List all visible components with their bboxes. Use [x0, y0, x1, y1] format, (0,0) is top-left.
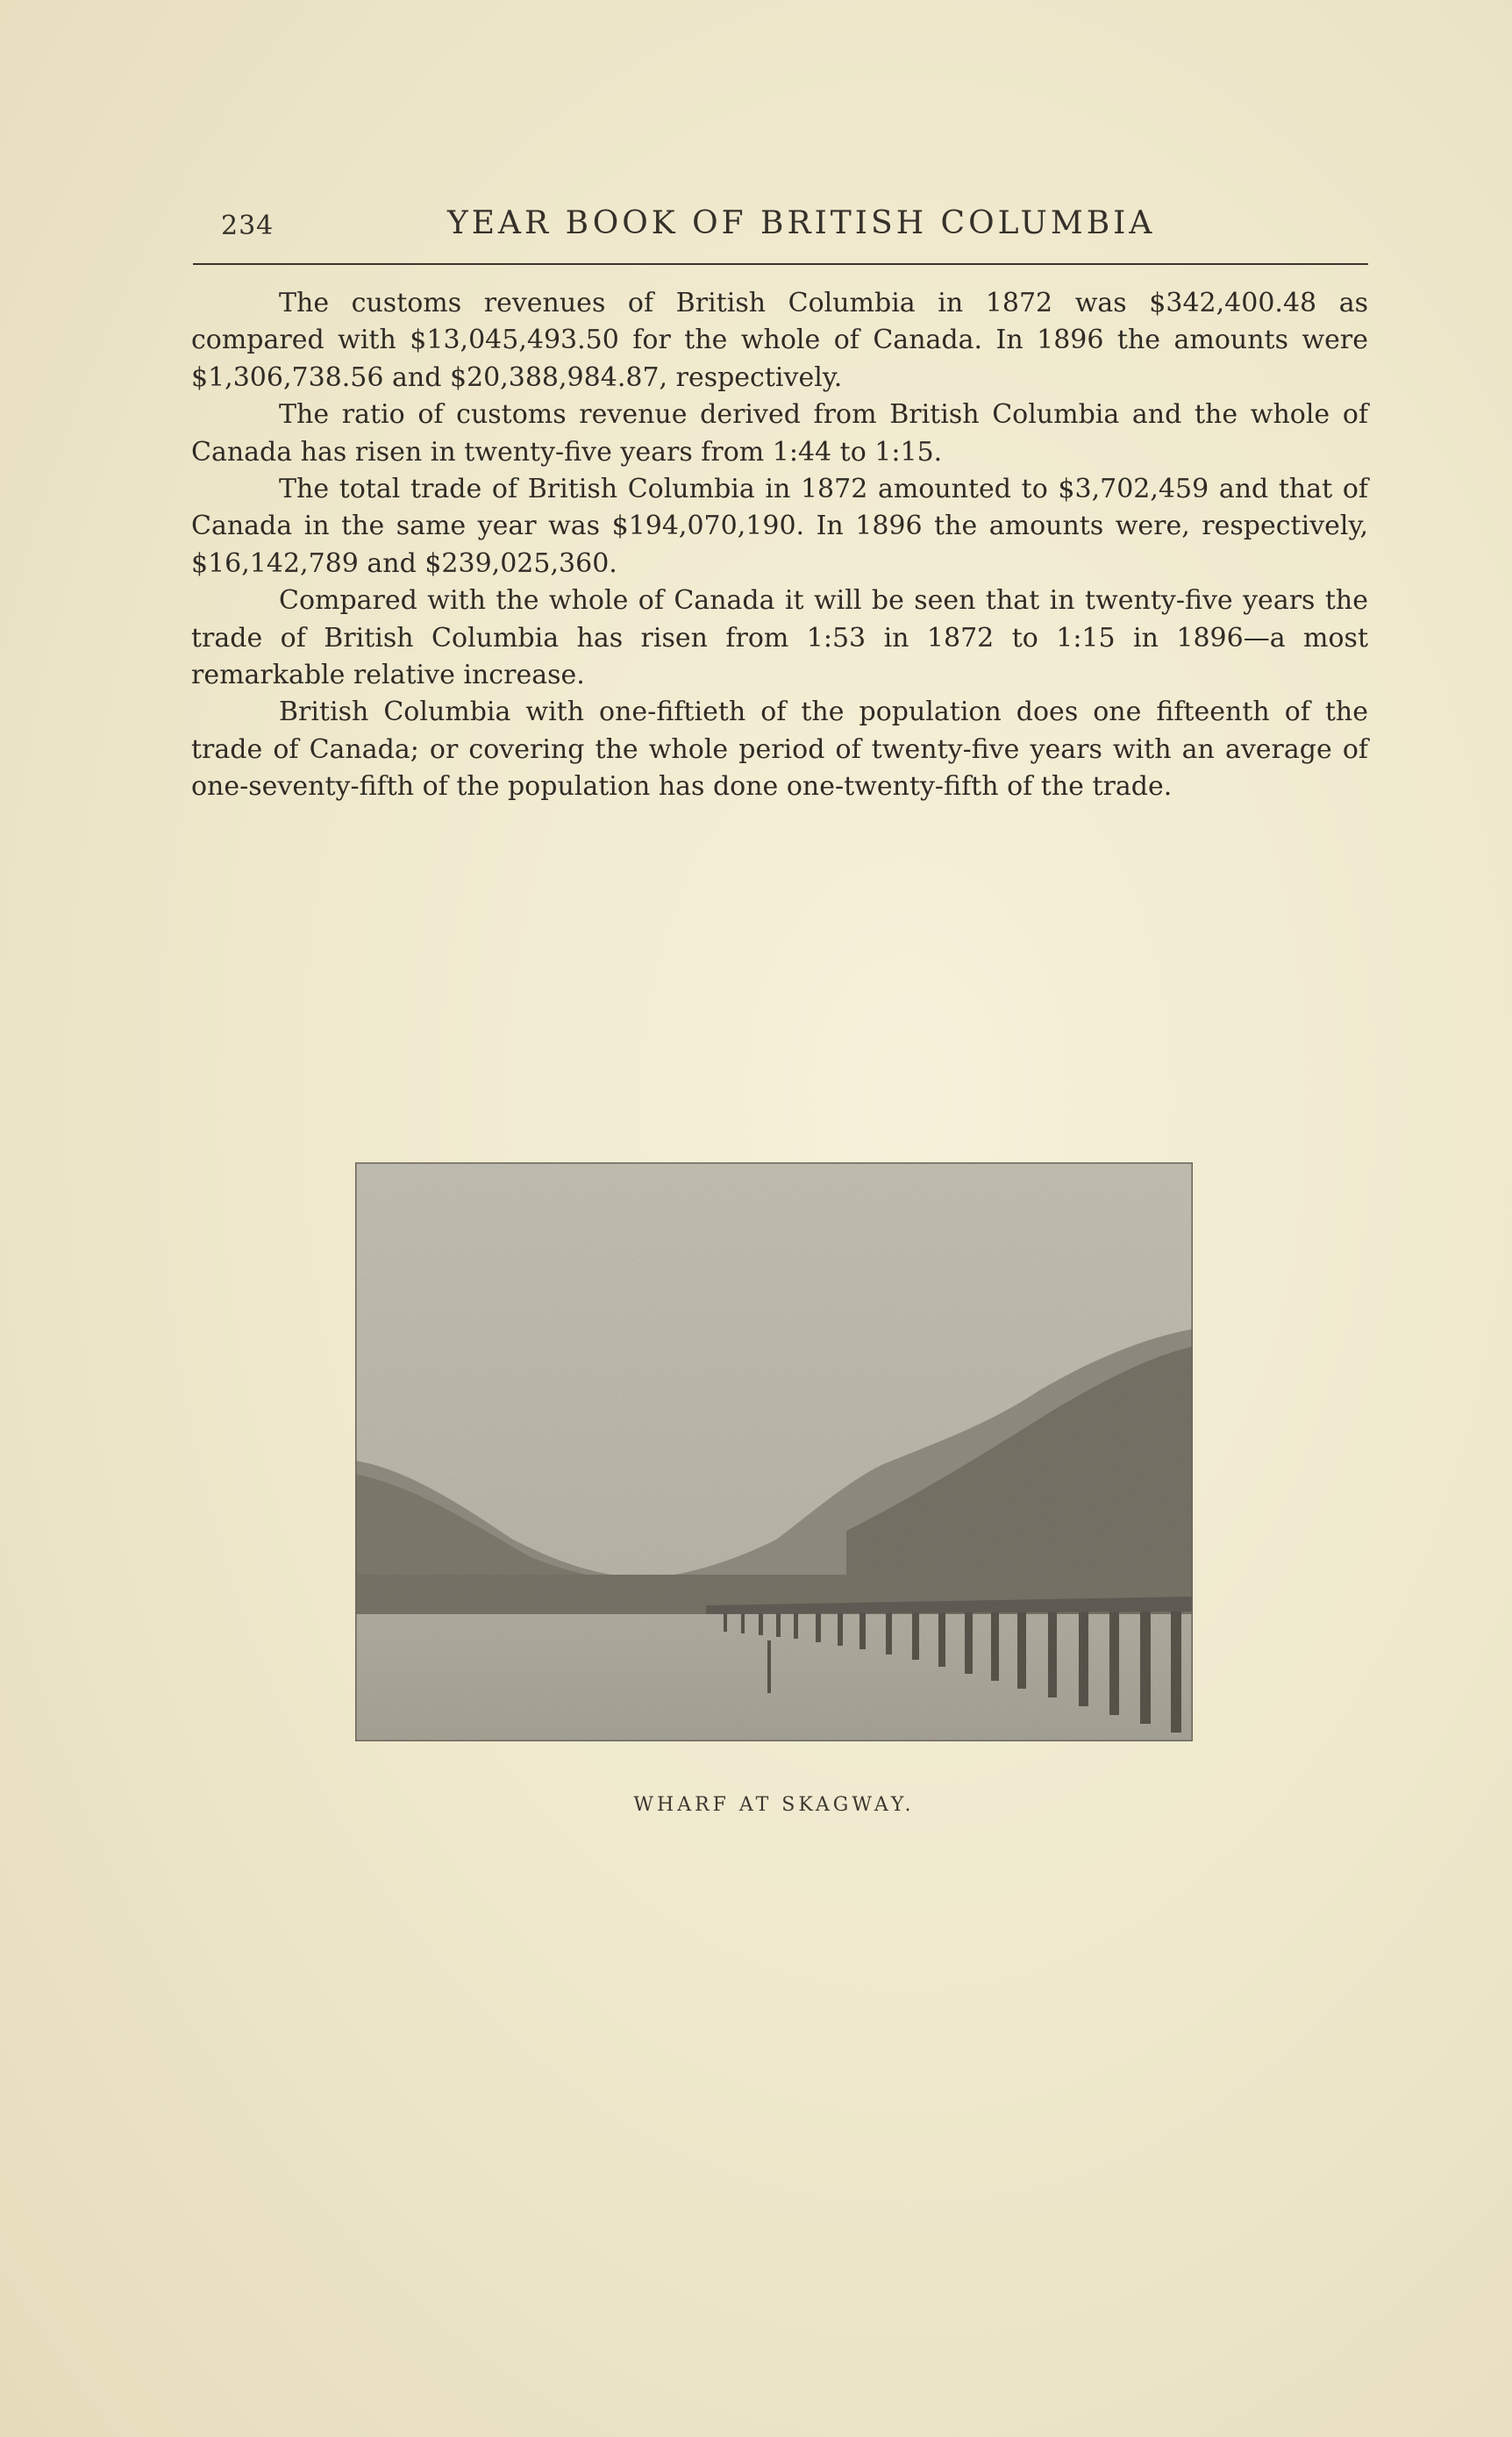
- halftone-photograph: [355, 1162, 1193, 1741]
- page-header: [193, 202, 1368, 265]
- photo-wharf-at-skagway: [355, 1162, 1193, 1741]
- paragraph-customs-revenues: The customs revenues of British Columbia in 1872 was $342,400.48 as compared with $13,045,493.50 for the whole of Canada. In 1896 the amounts were $1,306,738.56 and $20,388,984.87, respectively.: [191, 288, 1368, 393]
- paragraph-population-trade: British Columbia with one-fiftieth of the population does one fifteenth of the trade of Canada; or covering the whole period of twenty-five years with an average of one-seventy-fifth of the population has done one-twenty-fifth of the trade.: [191, 697, 1368, 803]
- page-number: 234: [221, 211, 275, 241]
- paragraph-trade-comparison: Compared with the whole of Canada it will be seen that in twenty-five years the trade of British Columbia has risen from 1:53 in 1872 to 1:15 in 1896—a most remarkable relative increase.: [191, 585, 1368, 691]
- halftone-grain: [355, 1162, 1193, 1741]
- running-title: YEAR BOOK OF BRITISH COLUMBIA: [447, 205, 1156, 241]
- paragraph-total-trade: The total trade of British Columbia in 1872 amounted to $3,702,459 and that of Canada in the same year was $194,070,190. In 1896 the amounts were, respectively, $16,142,789 and $239,025,360.: [191, 474, 1368, 579]
- body-text: [191, 285, 1368, 806]
- paragraph-customs-ratio: The ratio of customs revenue derived from British Columbia and the whole of Canada has risen in twenty-five years from 1:44 to 1:15.: [191, 399, 1368, 468]
- figure-caption: WHARF AT SKAGWAY.: [633, 1794, 915, 1816]
